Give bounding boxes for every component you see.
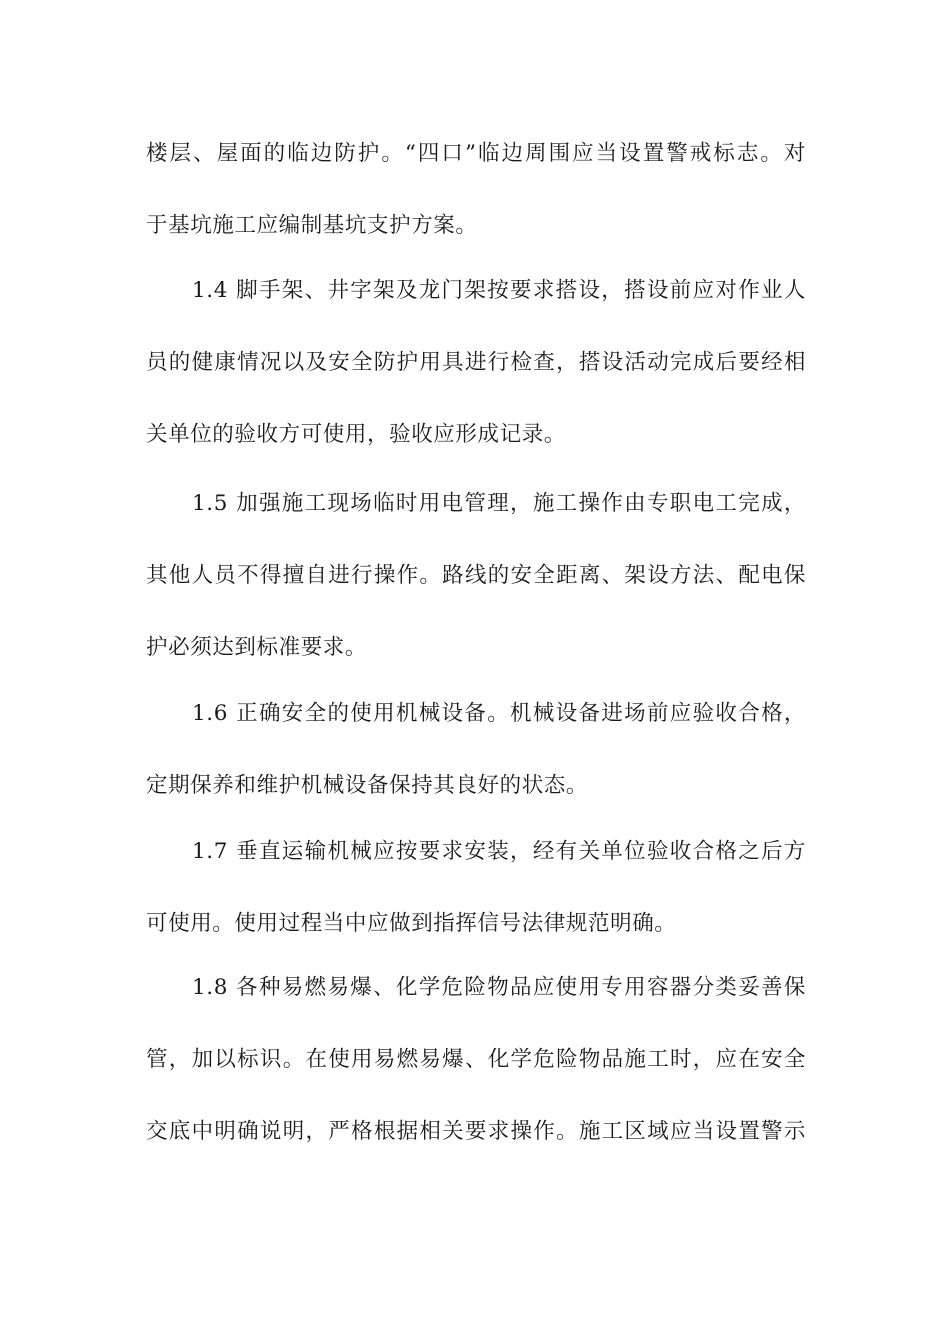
- paragraph-line: 楼层、屋面的临边防护。“四口”临边周围应当设置警戒标志。对: [146, 141, 806, 166]
- paragraph-line: 1.8 各种易燃易爆、化学危险物品应使用专用容器分类妥善保: [192, 975, 806, 1000]
- paragraph-line: 其他人员不得擅自进行操作。路线的安全距离、架设方法、配电保: [146, 563, 806, 588]
- paragraph-line: 1.6 正确安全的使用机械设备。机械设备进场前应验收合格，: [192, 701, 806, 726]
- paragraph-line: 定期保养和维护机械设备保持其良好的状态。: [146, 773, 589, 798]
- paragraph-line: 关单位的验收方可使用，验收应形成记录。: [146, 422, 566, 447]
- paragraph-line: 交底中明确说明，严格根据相关要求操作。施工区域应当设置警示: [146, 1119, 806, 1144]
- paragraph-line: 员的健康情况以及安全防护用具进行检查，搭设活动完成后要经相: [146, 350, 806, 375]
- paragraph-line: 1.5 加强施工现场临时用电管理，施工操作由专职电工完成，: [192, 491, 806, 516]
- paragraph-line: 可使用。使用过程当中应做到指挥信号法律规范明确。: [146, 911, 677, 936]
- paragraph-line: 护必须达到标准要求。: [146, 635, 368, 660]
- paragraph-line: 管，加以标识。在使用易燃易爆、化学危险物品施工时，应在安全: [146, 1047, 806, 1072]
- paragraph-line: 1.4 脚手架、井字架及龙门架按要求搭设，搭设前应对作业人: [192, 278, 806, 303]
- paragraph-line: 1.7 垂直运输机械应按要求安装，经有关单位验收合格之后方: [192, 839, 806, 864]
- paragraph-line: 于基坑施工应编制基坑支护方案。: [146, 213, 478, 238]
